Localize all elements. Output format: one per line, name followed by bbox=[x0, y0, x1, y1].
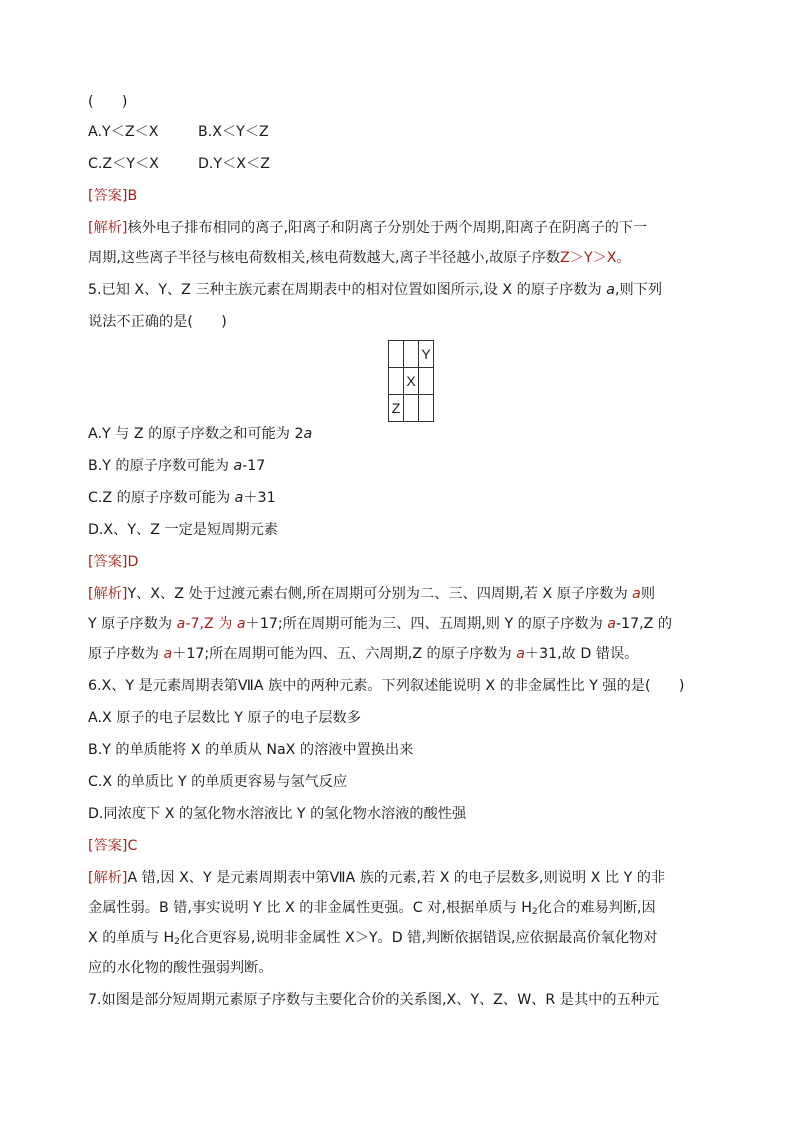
q4-explanation-line2 bbox=[88, 248, 631, 268]
q5-option-c-text: ＋31 bbox=[243, 490, 276, 506]
q5-answer: [答案]D bbox=[88, 554, 139, 570]
q5-option-b-text: B.Y 的原子序数可能为 bbox=[88, 458, 234, 474]
q5-option-a bbox=[88, 424, 312, 444]
q5-option-b bbox=[88, 456, 265, 476]
q6-option-d: D.同浓度下 X 的氢化物水溶液比 Y 的氢化物水溶液的酸性强 bbox=[88, 806, 467, 822]
q6-explanation-tag: [解析] bbox=[88, 870, 128, 886]
q6-explanation-line2 bbox=[88, 898, 656, 922]
q5-option-c-var: a bbox=[234, 490, 244, 506]
q5-stem-line1 bbox=[88, 280, 662, 300]
q6-explanation-line4: 应的水化物的酸性强弱判断。 bbox=[88, 960, 273, 976]
q5-explanation-tag: [解析] bbox=[88, 586, 128, 602]
q5-explanation-var: a bbox=[632, 586, 641, 602]
q5-explanation-text: -7,Z 为 bbox=[185, 616, 237, 632]
q5-explanation-text: -17,Z 的 bbox=[616, 616, 673, 632]
q5-explanation-line3 bbox=[88, 644, 638, 664]
q5-option-a-var: a bbox=[303, 426, 313, 442]
q6-option-c: C.X 的单质比 Y 的单质更容易与氢气反应 bbox=[88, 774, 348, 790]
q5-explanation-text: Y 原子序数为 bbox=[88, 616, 177, 632]
q5-explanation-text: ＋17;所在周期可能为三、四、五周期,则 Y 的原子序数为 bbox=[245, 616, 608, 632]
q6-subscript: 2 bbox=[174, 937, 180, 947]
grid-cell bbox=[404, 395, 419, 422]
q5-explanation-var: a bbox=[607, 616, 616, 632]
q5-explanation-text: ＋17;所在周期可能为四、五、六周期,Z 的原子序数为 bbox=[172, 646, 517, 662]
q5-stem-line2: 说法不正确的是( ) bbox=[88, 314, 227, 330]
q6-explanation-line1 bbox=[88, 868, 665, 888]
q5-explanation-var: a bbox=[163, 646, 173, 662]
q5-explanation-text: 原子序数为 bbox=[88, 646, 164, 662]
q5-explanation-var: a bbox=[516, 646, 525, 662]
q4-option-a: A.Y＜Z＜X bbox=[88, 124, 159, 140]
q5-explanation-var: a bbox=[176, 616, 186, 632]
q5-option-b-text: -17 bbox=[242, 458, 266, 474]
q5-explanation-text: 则 bbox=[640, 586, 656, 602]
q6-explanation-text: 化合更容易,说明非金属性 X＞Y。D 错,判断依据错误,应依据最高价氧化物对 bbox=[179, 930, 658, 946]
q5-stem-text: ,则下列 bbox=[614, 282, 663, 298]
grid-cell bbox=[404, 341, 419, 368]
q4-options-row1 bbox=[88, 122, 269, 142]
grid-cell bbox=[389, 368, 404, 395]
q7-stem: 7.如图是部分短周期元素原子序数与主要化合价的关系图,X、Y、Z、W、R 是其中的五种元 bbox=[88, 992, 660, 1008]
grid-cell bbox=[389, 341, 404, 368]
q5-option-c bbox=[88, 488, 276, 508]
q6-explanation-text: 金属性弱。B 错,事实说明 Y 比 X 的非金属性更强。C 对,根据单质与 H bbox=[88, 900, 532, 916]
grid-cell-x: X bbox=[404, 368, 419, 395]
q6-explanation-text: X 的单质与 H bbox=[88, 930, 175, 946]
q5-stem-text: 5.已知 X、Y、Z 三种主族元素在周期表中的相对位置如图所示,设 X 的原子序数为 bbox=[88, 282, 607, 298]
grid-cell-y: Y bbox=[419, 341, 434, 368]
periodic-table-fragment bbox=[388, 340, 434, 422]
q5-explanation-line2 bbox=[88, 614, 672, 634]
q4-explanation-text: 周期,这些离子半径与核电荷数相关,核电荷数越大,离子半径越小,故原子序数 bbox=[88, 250, 561, 266]
q5-stem-var: a bbox=[606, 282, 615, 298]
q5-explanation-line1 bbox=[88, 584, 655, 604]
q4-paren: ( ) bbox=[88, 94, 128, 110]
q4-option-c: C.Z＜Y＜X bbox=[88, 156, 159, 172]
q5-option-a-text: A.Y 与 Z 的原子序数之和可能为 2 bbox=[88, 426, 304, 442]
q4-option-d: D.Y＜X＜Z bbox=[198, 156, 270, 172]
q5-option-c-text: C.Z 的原子序数可能为 bbox=[88, 490, 235, 506]
q6-explanation-text: 化合的难易判断,因 bbox=[537, 900, 656, 916]
q5-option-d: D.X、Y、Z 一定是短周期元素 bbox=[88, 522, 278, 538]
q4-options-row2 bbox=[88, 154, 270, 174]
grid-cell-z: Z bbox=[389, 395, 404, 422]
grid-cell bbox=[419, 368, 434, 395]
q5-explanation-var: a bbox=[236, 616, 246, 632]
q4-explanation-line1 bbox=[88, 218, 647, 238]
grid-cell bbox=[419, 395, 434, 422]
q5-explanation-text: Y、X、Z 处于过渡元素右侧,所在周期可分别为二、三、四周期,若 X 原子序数为 bbox=[127, 586, 633, 602]
q4-option-b: B.X＜Y＜Z bbox=[198, 124, 269, 140]
q5-option-b-var: a bbox=[233, 458, 243, 474]
q5-explanation-text: ＋31,故 D 错误。 bbox=[524, 646, 639, 662]
q4-explanation-text: 核外电子排布相同的离子,阳离子和阴离子分别处于两个周期,阳离子在阴离子的下一 bbox=[127, 220, 648, 236]
q4-explanation-tag: [解析] bbox=[88, 220, 128, 236]
q6-explanation-text: A 错,因 X、Y 是元素周期表中第ⅦA 族的元素,若 X 的电子层数多,则说明 X 比 Y 的非 bbox=[127, 870, 666, 886]
q6-explanation-line3 bbox=[88, 928, 657, 952]
q6-option-a: A.X 原子的电子层数比 Y 原子的电子层数多 bbox=[88, 710, 361, 726]
q4-explanation-highlight: Z＞Y＞X。 bbox=[560, 250, 631, 266]
q6-option-b: B.Y 的单质能将 X 的单质从 NaX 的溶液中置换出来 bbox=[88, 742, 414, 758]
q6-subscript: 2 bbox=[531, 907, 538, 917]
q6-stem: 6.X、Y 是元素周期表第ⅦA 族中的两种元素。下列叙述能说明 X 的非金属性比 Y 强的是( ) bbox=[88, 678, 685, 694]
q6-answer: [答案]C bbox=[88, 838, 138, 854]
q4-answer: [答案]B bbox=[88, 188, 138, 204]
